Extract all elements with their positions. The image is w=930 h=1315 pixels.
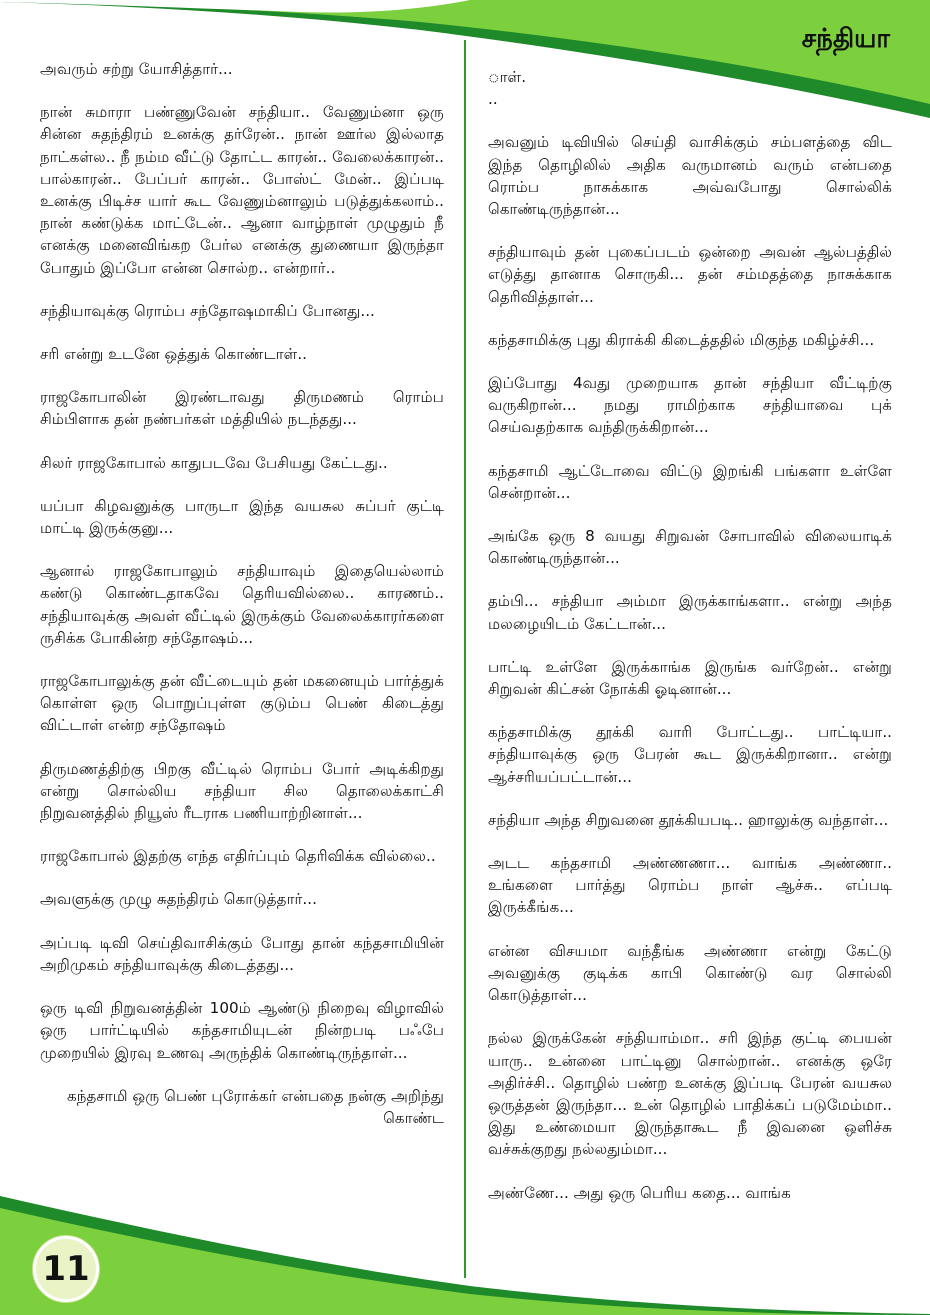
paragraph: அவளுக்கு முழு சுதந்திரம் கொடுத்தார்... — [40, 890, 317, 909]
page-number: 11 — [42, 1249, 90, 1289]
paragraph: இப்போது 4வது முறையாக தான் சந்தியா வீட்டிற்கு வருகிறான்... நமது ராமிற்காக சந்தியாவை புக் செய்வதற்காக வந்திருக்கிறான்... — [488, 374, 892, 437]
paragraph: அவரும் சற்று யோசித்தார்... — [40, 60, 233, 78]
paragraph: சந்தியாவும் தன் புகைப்படம் ஒன்றை அவன் ஆல்பத்தில் எடுத்து தானாக சொருகி... தன் சம்மதத்தை நாசுக்காக தெரிவித்தாள்... — [488, 243, 892, 306]
paragraph: கந்தசாமி ஆட்டோவை விட்டு இறங்கி பங்களா உள்ளே சென்றான்... — [488, 461, 892, 502]
paragraph: சிலர் ராஜகோபால் காதுபடவே பேசியது கேட்டது.. — [40, 453, 388, 472]
paragraph: ாள். .. — [488, 68, 527, 109]
paragraph: கந்தசாமிக்கு தூக்கி வாரி போட்டது.. பாட்டியா.. சந்தியாவுக்கு ஒரு பேரன் கூட இருக்கிறானா.. என்று ஆச்சரியப்பட்டான்... — [488, 723, 892, 786]
paragraph: அண்ணே... அது ஒரு பெரிய கதை... வாங்க — [488, 1183, 791, 1202]
paragraph: ஒரு டிவி நிறுவனத்தின் 100ம் ஆண்டு நிறைவு விழாவில் ஒரு பார்ட்டியில் கந்தசாமியுடன் நின்றபடி பஃபே முறையில் இரவு உணவு அருந்திக் கொண்டிருந்தாள்... — [40, 999, 444, 1062]
paragraph: அப்படி டிவி செய்திவாசிக்கும் போது தான் கந்தசாமியின் அறிமுகம் சந்தியாவுக்கு கிடைத்தது... — [40, 933, 444, 974]
paragraph: சந்தியாவுக்கு ரொம்ப சந்தோஷமாகிப் போனது... — [40, 301, 375, 320]
paragraph: ராஜகோபாலுக்கு தன் வீட்டையும் தன் மகனையும் பார்த்துக் கொள்ள ஒரு பொறுப்புள்ள குடும்ப பெண் கிடைத்து விட்டாள் என்ற சந்தோஷம் — [40, 672, 444, 735]
page-title: சந்தியா — [801, 24, 890, 54]
paragraph: அவனும் டிவியில் செய்தி வாசிக்கும் சம்பளத்தை விட இந்த தொழிலில் அதிக வருமானம் வரும் என்பதை ரொம்ப நாசுக்காக அவ்வபோது சொல்லிக் கொண்டிருந்தான்... — [488, 133, 892, 219]
paragraph: கந்தசாமிக்கு புது கிராக்கி கிடைத்ததில் மிகுந்த மகிழ்ச்சி... — [488, 330, 875, 349]
paragraph: சந்தியா அந்த சிறுவனை தூக்கியபடி.. ஹாலுக்கு வந்தாள்... — [488, 810, 889, 829]
paragraph: ராஜகோபாலின் இரண்டாவது திருமணம் ரொம்ப சிம்பிளாக தன் நண்பர்கள் மத்தியில் நடந்தது... — [40, 388, 444, 429]
paragraph: சரி என்று உடனே ஒத்துக் கொண்டாள்.. — [40, 345, 307, 364]
paragraph: ராஜகோபால் இதற்கு எந்த எதிர்ப்பும் தெரிவிக்க வில்லை.. — [40, 847, 436, 866]
paragraph: நான் சுமாரா பண்ணுவேன் சந்தியா.. வேணும்னா ஒரு சின்ன சுதந்திரம் உனக்கு தர்ரேன்.. நான் ஊர்ல இல்லாத நாட்கள்ல.. நீ நம்ம வீட்டு தோட்ட காரன்.. வேலைக்காரன்.. பால்காரன்.. பேப்பர் காரன்.. போஸ்ட் மேன்.. இப்படி உனக்கு பிடிச்ச யார் கூட வேணும்னாலும் படுத்துக்கலாம்.. நான் கண்டுக்க மாட்டேன்.. ஆனா வாழ்நாள் முழுதும் நீ எனக்கு மனைவிங்கற பேர்ல எனக்கு துணையா இருந்தா போதும் இப்போ என்ன சொல்ற.. என்றார்.. — [40, 103, 444, 277]
paragraph: ஆனால் ராஜகோபாலும் சந்தியாவும் இதையெல்லாம் கண்டு கொண்டதாகவே தெரியவில்லை.. காரணம்.. சந்தியாவுக்கு அவள் வீட்டில் இருக்கும் வேலைக்காரர்களை ருசிக்க போகின்ற சந்தோஷம்... — [40, 562, 444, 647]
paragraph: நல்ல இருக்கேன் சந்தியாம்மா.. சரி இந்த குட்டி பையன் யாரு.. உன்னை பாட்டினு சொல்றான்.. எனக்கு ஒரே அதிர்ச்சி.. தொழில் பண்ற உனக்கு இப்படி பேரன் வயசுல ஒருத்தன் இருந்தா... உன் தொழில் பாதிக்கப் படுமேம்மா.. இது உண்மையா இருந்தாகூட நீ இவனை ஒளிச்சு வச்சுக்குறது நல்லதும்மா... — [488, 1029, 892, 1159]
paragraph: கந்தசாமி ஒரு பெண் புரோக்கர் என்பதை நன்கு அறிந்து கொண்ட — [67, 1086, 444, 1127]
paragraph: திருமணத்திற்கு பிறகு வீட்டில் ரொம்ப போர் அடிக்கிறது என்று சொல்லிய சந்தியா சில தொலைக்காட்சி நிறுவனத்தில் நியூஸ் ரீடராக பணியாற்றினாள்... — [40, 759, 444, 823]
right-column — [488, 66, 892, 1225]
left-column — [40, 58, 444, 1150]
paragraph: யப்பா கிழவனுக்கு பாருடா இந்த வயசுல சுப்பர் குட்டி மாட்டி இருக்குனு... — [40, 496, 444, 538]
paragraph: அடட கந்தசாமி அண்ணணா... வாங்க அண்ணா.. உங்களை பார்த்து ரொம்ப நாள் ஆச்சு.. எப்படி இருக்கீங்க... — [488, 854, 892, 917]
paragraph: தம்பி... சந்தியா அம்மா இருக்காங்களா.. என்று அந்த மலழையிடம் கேட்டான்... — [488, 592, 892, 633]
page-number-badge — [33, 1236, 99, 1302]
paragraph: என்ன விசயமா வந்தீங்க அண்ணா என்று கேட்டு அவனுக்கு குடிக்க காபி கொண்டு வர சொல்லி கொடுத்தாள்... — [488, 941, 892, 1005]
column-divider — [464, 40, 466, 1278]
paragraph: அங்கே ஒரு 8 வயது சிறுவன் சோபாவில் விலையாடிக் கொண்டிருந்தான்... — [488, 527, 892, 568]
paragraph: பாட்டி உள்ளே இருக்காங்க இருங்க வர்றேன்.. என்று சிறுவன் கிட்சன் நோக்கி ஓடினான்... — [488, 657, 892, 699]
